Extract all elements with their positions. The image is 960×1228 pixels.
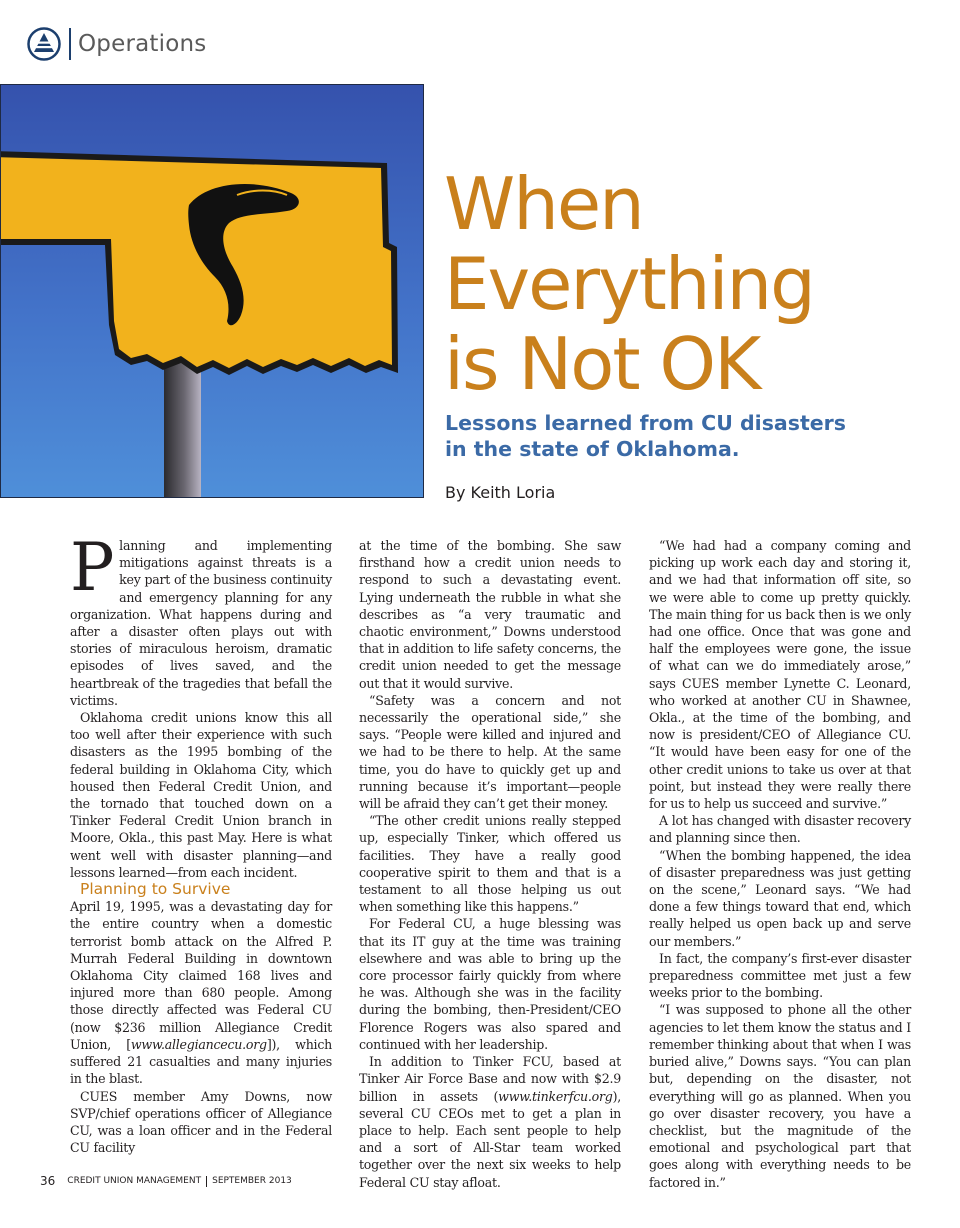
drop-cap: P [70, 529, 115, 606]
article-subtitle [445, 410, 865, 462]
url-text: www.allegiancecu.org [130, 1036, 267, 1052]
paragraph: “When the bombing happened, the idea of disaster preparedness was just getting on the scene,” Leonard says. “We had done a few things toward that end, which really helped us open back up and serve our members.” [649, 847, 911, 949]
paragraph: Planning and implementing mitigations against threats is a key part of the business continuity and emergency planning for any organization. What happens during and after a disaster often plays out with stories of miraculous heroism, dramatic episodes of lives saved, and the heartbreak of the tragedies that befall the victims. [70, 529, 332, 708]
paragraph: “Safety was a concern and not necessarily the operational side,” she says. “People were killed and injured and we had to be there to help. At the same time, you do have to quickly get up and running because it’s important—people will be afraid they can’t get their money. [359, 692, 621, 812]
paragraph: “The other credit unions really stepped up, especially Tinker, which offered us facilities. They have a really good cooperative spirit to them and that is a testament to all those helping us out when something like this happens.” [359, 813, 621, 915]
cues-triangle-logo [27, 27, 61, 61]
hero-illustration [0, 84, 424, 498]
paragraph: at the time of the bombing. She saw firsthand how a credit union needs to respond to such a devastating event. Lying underneath the rubble in what she describes as “a very traumatic and chaotic environment,” Downs understood that in addition to life safety concerns, the credit union needed to get the message out that it would survive. [359, 538, 621, 691]
title-line: Everything [444, 242, 814, 326]
paragraph: “We had had a company coming and picking up work each day and storing it, and we had that information off site, so we were able to come up pretty quickly. The main thing for us back then is we only had one office. Once that was gone and half the employees were gone, the issue of what can we do immediately arose,” says CUES member Lynette C. Leonard, who worked at another CU in Shawnee, Okla., at the time of the bombing, and now is president/CEO of Allegiance CU. “It would have been easy for one of the other credit unions to take us over at that point, but instead they were really there for us to help us succeed and survive.” [649, 538, 911, 812]
header-divider [69, 28, 71, 60]
paragraph: In fact, the company’s first-ever disaster preparedness committee met just a few weeks prior to the bombing. [649, 950, 911, 1001]
column-1 [70, 529, 332, 1156]
title-line: is Not OK [444, 322, 760, 406]
paragraph: A lot has changed with disaster recovery and planning since then. [649, 813, 911, 846]
paragraph: For Federal CU, a huge blessing was that its IT guy at the time was training elsewhere and was able to bring up the core processor fairly quickly from where he was. Although she was in the facility during the bombing, then-President/CEO Florence Rogers was also spared and continued with her leadership. [359, 916, 621, 1052]
issue-date: SEPTEMBER 2013 [212, 1176, 292, 1186]
page-footer [40, 1174, 292, 1188]
url-text: www.tinkerfcu.org [498, 1088, 613, 1104]
subtitle-line: in the state of Oklahoma. [445, 437, 740, 461]
paragraph: “I was supposed to phone all the other agencies to let them know the status and I remember thinking about that when I was buried alive,” Downs says. “You can plan but, depending on the disaster, not everything will go as planned. When you go over disaster recovery, you have a checklist, but the magnitude of the emotional and psychological part that goes along with everything needs to be factored in.” [649, 1002, 911, 1190]
paragraph: April 19, 1995, was a devastating day for the entire country when a domestic terrorist bomb attack on the Alfred P. Murrah Federal Building in downtown Oklahoma City claimed 168 lives and injured more than 680 people. Among those directly affected was Federal CU (now $236 million Allegiance Credit Union, [www.allegiancecu.org]), which suffered 21 casualties and many injuries in the blast. [70, 899, 332, 1087]
paragraph: In addition to Tinker FCU, based at Tinker Air Force Base and now with $2.9 billion in assets (www.tinkerfcu.org), several CU CEOs met to get a plan in place to help. Each sent people to help and a sort of All-Star team worked together over the next six weeks to help Federal CU stay afloat. [359, 1054, 621, 1190]
article-title [444, 164, 944, 404]
paragraph: Oklahoma credit unions know this all too well after their experience with such disasters as the 1995 bombing of the federal building in Oklahoma City, which housed then Federal Credit Union, and the tornado that touched down on a Tinker Federal Credit Union branch in Moore, Okla., this past May. Here is what went well with disaster planning—and lessons learned—from each incident. [70, 710, 332, 880]
column-3 [649, 537, 911, 1191]
publication-name: CREDIT UNION MANAGEMENT [67, 1176, 202, 1186]
page-header [27, 26, 206, 62]
oklahoma-sign-icon [1, 151, 398, 375]
footer-divider [206, 1176, 207, 1187]
section-label: Operations [78, 31, 207, 57]
paragraph: CUES member Amy Downs, now SVP/chief operations officer of Allegiance CU, was a loan officer and in the Federal CU facility [70, 1088, 332, 1156]
section-subhead: Planning to Survive [80, 880, 231, 899]
column-2 [359, 537, 621, 1191]
byline: By Keith Loria [445, 483, 556, 502]
page-number: 36 [40, 1174, 56, 1188]
subtitle-line: Lessons learned from CU disasters [445, 411, 846, 435]
title-line: When [444, 162, 643, 246]
